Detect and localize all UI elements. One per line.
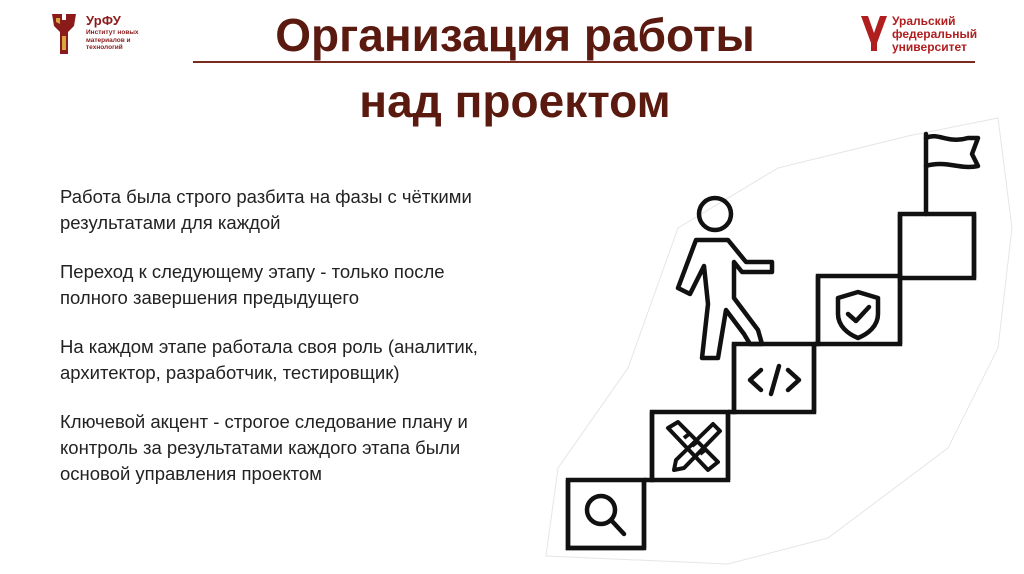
- page-title-line2: над проектом: [359, 75, 671, 127]
- urfu-logo-line: Уральский: [892, 14, 956, 28]
- urfu-logo-text: [892, 15, 977, 54]
- paragraph-line: На каждом этапе работала своя роль (аналитик,: [60, 336, 478, 357]
- urfu-logo: [858, 13, 988, 57]
- urfu-emblem-icon: [858, 13, 890, 53]
- paragraph: [60, 184, 560, 236]
- paragraph-line: Работа была строго разбита на фазы с чёткими: [60, 186, 472, 207]
- staircase-illustration: [528, 108, 1018, 570]
- urfu-logo-line: федеральный: [892, 27, 978, 41]
- paragraph-line: Переход к следующему этапу - только после: [60, 261, 445, 282]
- paragraph-line: полного завершения предыдущего: [60, 287, 360, 308]
- institute-logo-subtitle: Институт новых материалов и технологий: [86, 29, 139, 51]
- paragraph-line: результатами для каждой: [60, 212, 281, 233]
- paragraph-line: Ключевой акцент - строгое следование плану и: [60, 411, 468, 432]
- content-text: [60, 184, 560, 510]
- institute-logo-title: УрФУ: [86, 13, 122, 28]
- title-divider: [193, 61, 975, 63]
- page-title-line1: Организация работы: [275, 9, 755, 61]
- institute-emblem-icon: [46, 10, 82, 60]
- paragraph: [60, 409, 560, 487]
- illustration-backdrop: [546, 118, 1012, 564]
- urfu-logo-line: университет: [892, 40, 967, 54]
- paragraph-line: контроль за результатами каждого этапа были: [60, 437, 461, 458]
- institute-logo: [46, 10, 156, 60]
- paragraph-line: основой управления проектом: [60, 463, 322, 484]
- paragraph: [60, 334, 560, 386]
- paragraph: [60, 259, 560, 311]
- paragraph-line: архитектор, разработчик, тестировщик): [60, 362, 400, 383]
